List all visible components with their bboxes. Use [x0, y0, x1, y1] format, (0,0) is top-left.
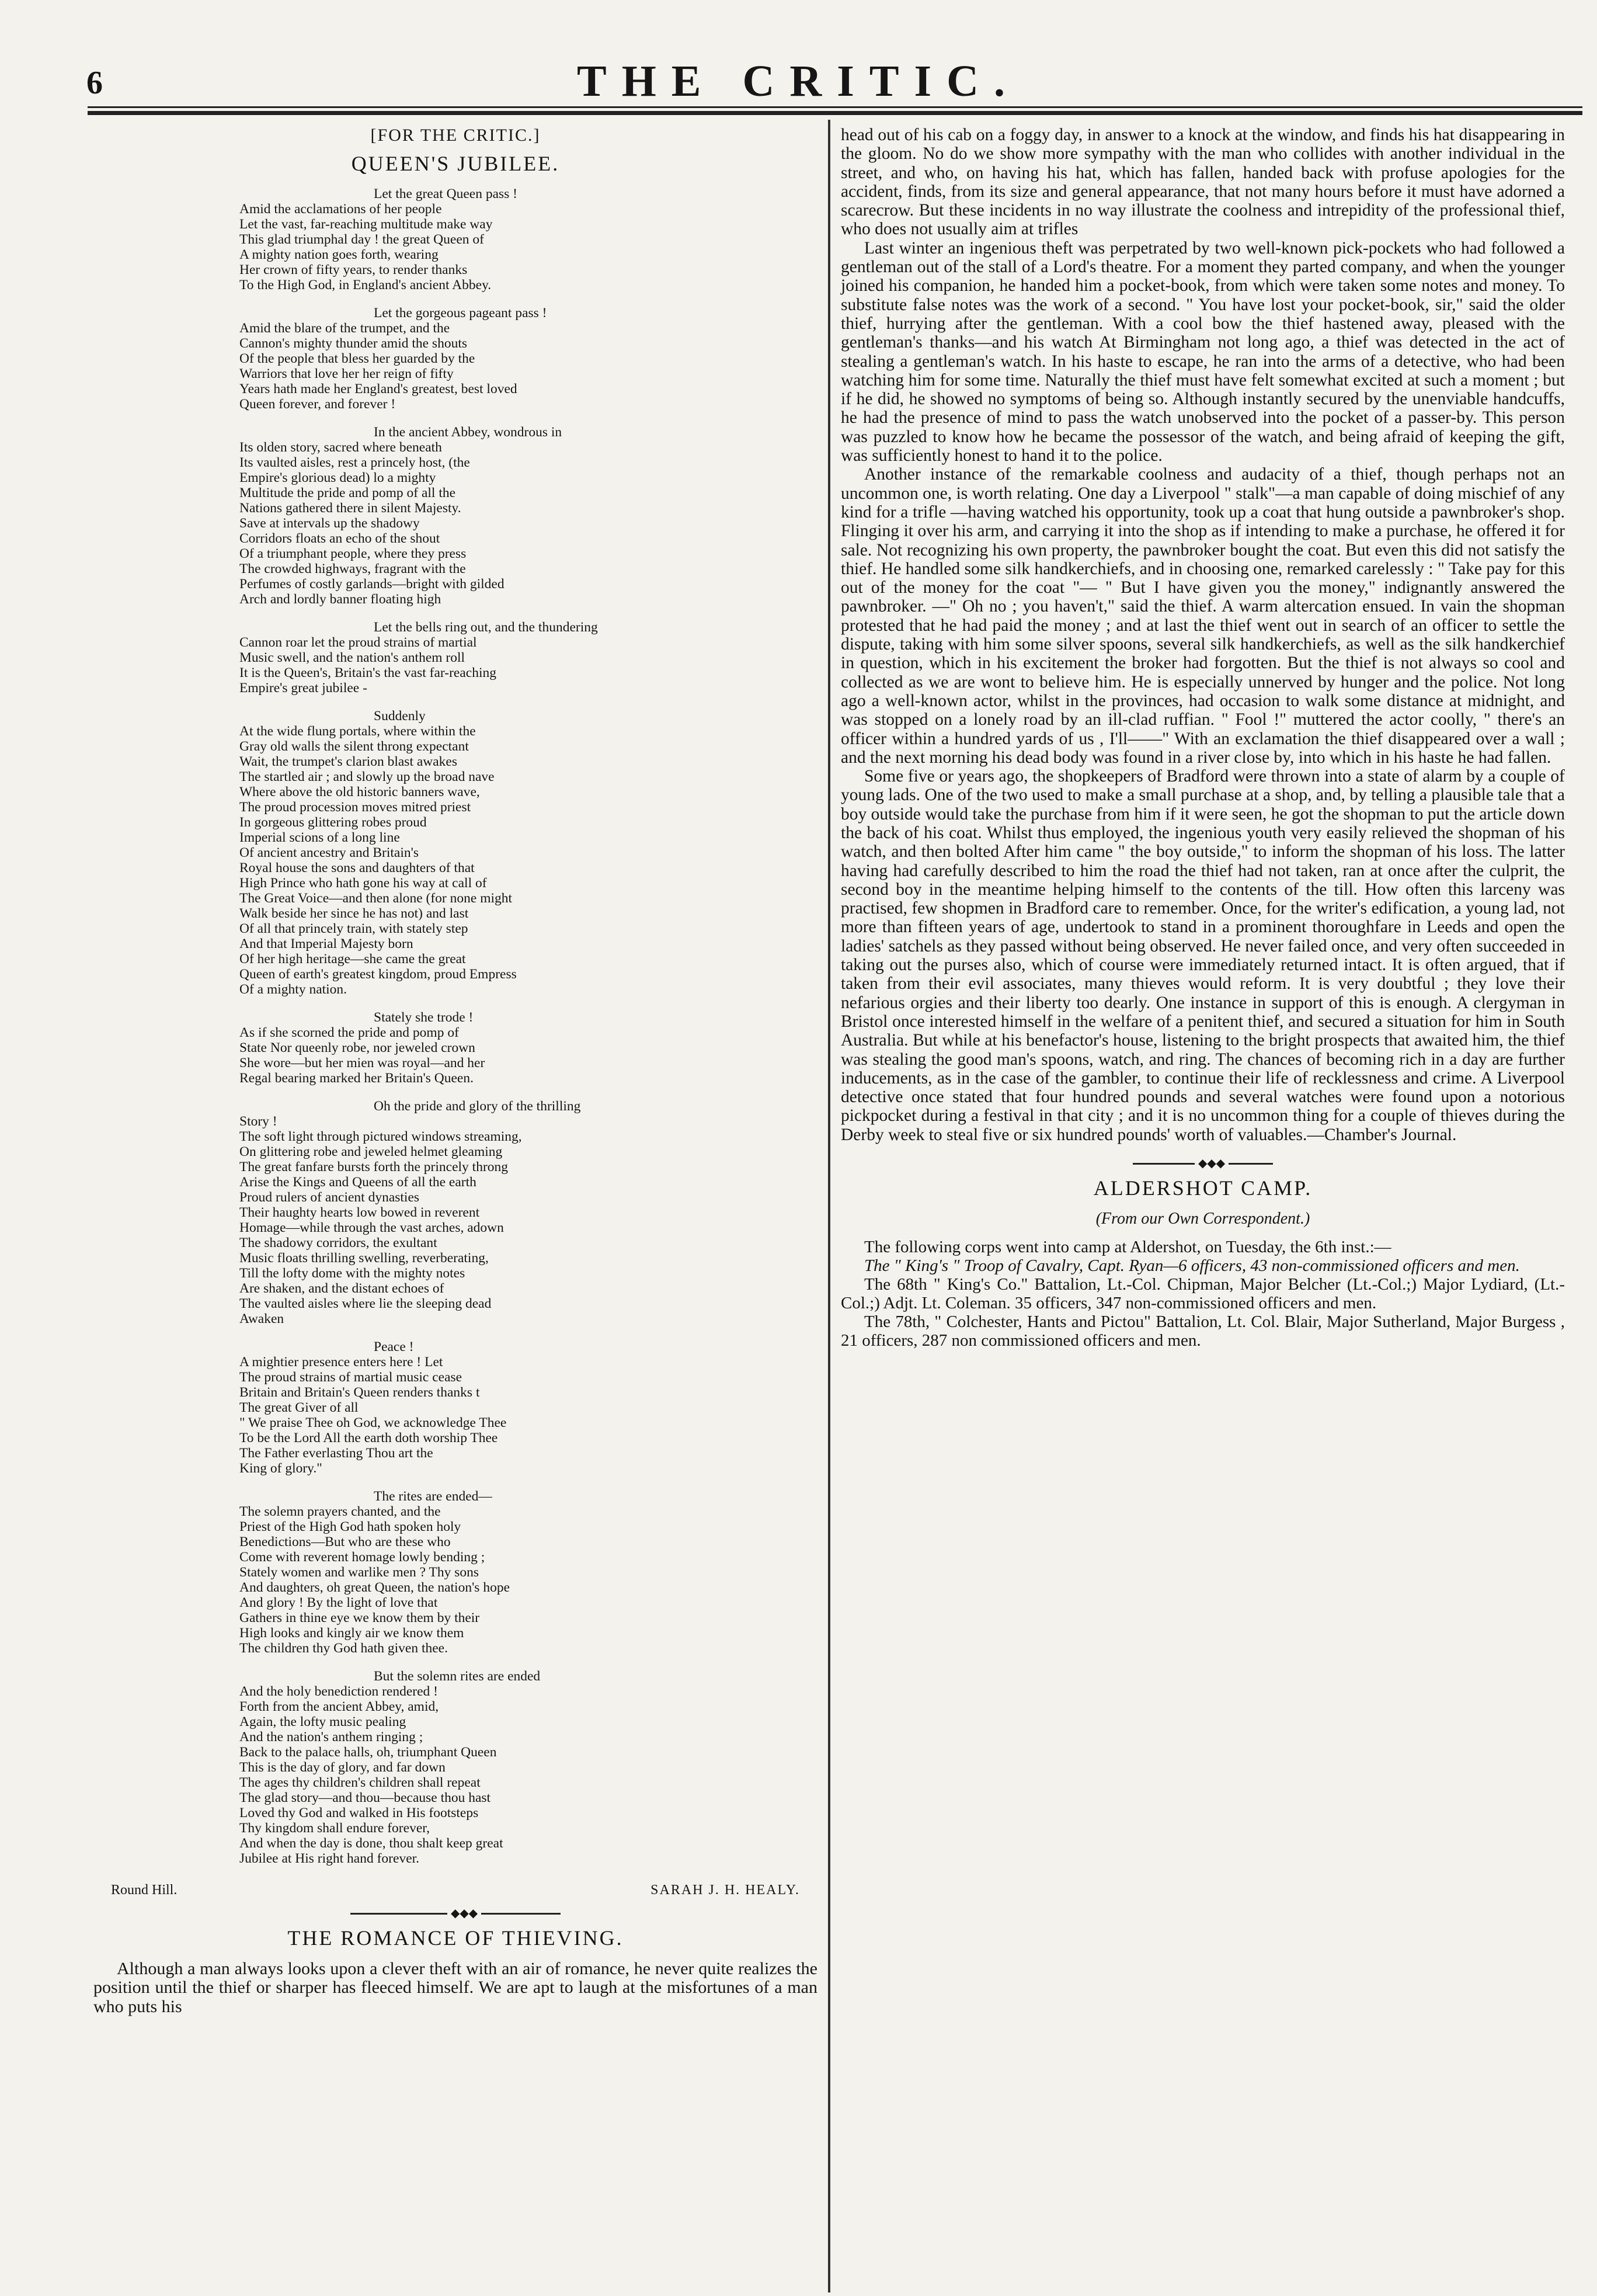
poem-line: And when the day is done, thou shalt keep great — [239, 1836, 503, 1851]
poem-line: The proud strains of martial music cease — [239, 1370, 462, 1385]
ornament-diamond-icon: ◆◆◆ — [1195, 1158, 1229, 1169]
poem-line: Proud rulers of ancient dynasties — [239, 1190, 420, 1205]
poem-stanza — [239, 1489, 765, 1656]
aldershot-corps-entry: The 78th, " Colchester, Hants and Pictou" Battalion, Lt. Col. Blair, Major Sutherland, Major Burgess , 21 officers, 287 non commissioned officers and men. — [841, 1312, 1565, 1350]
poem-stanza — [239, 1339, 765, 1476]
poem-line: Peace ! — [374, 1339, 414, 1354]
poem-stanza — [239, 620, 765, 696]
poem-line: Loved thy God and walked in His footsteps — [239, 1805, 479, 1821]
poem-line: Stately she trode ! — [374, 1010, 474, 1025]
aldershot-intro: The following corps went into camp at Aldershot, on Tuesday, the 6th inst.:— — [864, 1238, 1391, 1257]
poem-line: In gorgeous glittering robes proud — [239, 815, 427, 830]
poem-line: Of the people that bless her guarded by the — [239, 351, 475, 366]
poem-author: SARAH J. H. HEALY. — [650, 1882, 800, 1898]
poem-line: A mightier presence enters here ! Let — [239, 1354, 443, 1370]
poem-line: Warriors that love her her reign of fifty — [239, 366, 454, 381]
poem-line: Britain and Britain's Queen renders thanks t — [239, 1385, 480, 1400]
poem-line: Benedictions—But who are these who — [239, 1534, 451, 1550]
poem-stanza — [239, 186, 765, 293]
poem-line: Of a mighty nation. — [239, 982, 347, 997]
column-divider — [828, 120, 830, 2292]
poem-line: And glory ! By the light of love that — [239, 1595, 438, 1610]
poem-line: Its vaulted aisles, rest a princely host, (the — [239, 455, 470, 470]
poem-line: Let the gorgeous pageant pass ! — [374, 305, 547, 321]
poem-line: Royal house the sons and daughters of that — [239, 860, 475, 876]
poem-line: To be the Lord All the earth doth worship Thee — [239, 1430, 498, 1446]
poem-line: On glittering robe and jeweled helmet gleaming — [239, 1144, 503, 1159]
poem-line: The crowded highways, fragrant with the — [239, 561, 466, 576]
aldershot-corps-entry: The " King's " Troop of Cavalry, Capt. Ryan—6 officers, 43 non-commissioned officers and men. — [864, 1256, 1520, 1276]
poem-line: Gathers in thine eye we know them by their — [239, 1610, 480, 1625]
poem-line: Years hath made her England's greatest, best loved — [239, 381, 517, 397]
poem-line: Come with reverent homage lowly bending ; — [239, 1550, 485, 1565]
poem-line: Suddenly — [374, 708, 426, 724]
poem-line: Music swell, and the nation's anthem roll — [239, 650, 465, 665]
poem-line: Cannon roar let the proud strains of martial — [239, 635, 477, 650]
ornament-diamond-icon: ◆◆◆ — [447, 1908, 481, 1919]
poem-line: Music floats thrilling swelling, reverberating, — [239, 1251, 489, 1266]
poem-line: And daughters, oh great Queen, the nation's hope — [239, 1580, 510, 1595]
poem-line: Jubilee at His right hand forever. — [239, 1851, 420, 1866]
poem-line: Empire's great jubilee - — [239, 680, 367, 696]
aldershot-subtitle: (From our Own Correspondent.) — [1095, 1210, 1310, 1228]
poem-line: The startled air ; and slowly up the broad nave — [239, 769, 495, 784]
poem-line: High Prince who hath gone his way at call of — [239, 876, 487, 891]
thieving-title: THE ROMANCE OF THIEVING. — [287, 1926, 624, 1950]
poem-line: The ages thy children's children shall repeat — [239, 1775, 481, 1790]
poem-line: Wait, the trumpet's clarion blast awakes — [239, 754, 458, 769]
poem-line: A mighty nation goes forth, wearing — [239, 247, 439, 262]
thieving-paragraph: Another instance of the remarkable coolness and audacity of a thief, though perhaps not an uncommon one, is worth relating. One day a Liverpool " stalk"—a man capable of doing mischief of any kind for a trifle —having watched his opportunity, took up a coat that hung outside a pawnbroker's shop. Flinging it over his arm, and carrying it into the shop as if intending to make a purchase, he offered it for sale. Not recognizing his own property, the pawnbroker bought the coat. But even this did not satisfy the thief. He handled some silk handkerchiefs, and in choosing one, remarked carelessly : " Take pay for this out of the money for the coat "— " But I have given you the money," indignantly answered the pawnbroker. —" Oh no ; you haven't," said the thief. A warm altercation ensued. In vain the shopman protested that he had paid the money ; and at last the thief went out in search of an officer to settle the dispute, taking with him some silver spoons, several silk handkerchiefs, as well as the silk handkerchief in question, which in his excitement the broker had forgotten. But the thief is not always so cool and collected as we are wont to believe him. He is especially unnerved by hunger and the police. Not long ago a well-known actor, whilst in the provinces, had occasion to walk some distance at midnight, and was stopped on a lonely road by an ill-clad ruffian. " Fool !" muttered the actor coolly, " there's an officer within a hundred yards of us , I'll——" With an exclamation the thief disappeared over a wall ; and the next morning his dead body was found in a river close by, into which in his haste he had fallen. — [841, 465, 1565, 767]
poem-line: Multitude the pride and pomp of all the — [239, 485, 456, 501]
poem-line: " We praise Thee oh God, we acknowledge Thee — [239, 1415, 507, 1430]
poem-line: And the holy benediction rendered ! — [239, 1684, 438, 1699]
poem-place: Round Hill. — [111, 1882, 178, 1898]
poem-line: But the solemn rites are ended — [374, 1669, 541, 1684]
page-number: 6 — [86, 65, 103, 101]
poem-line: Homage—while through the vast arches, adown — [239, 1220, 504, 1235]
poem-line: Thy kingdom shall endure forever, — [239, 1821, 430, 1836]
poem-line: Of all that princely train, with stately step — [239, 921, 468, 936]
poem-stanza — [239, 708, 765, 997]
poem-line: Gray old walls the silent throng expectant — [239, 739, 469, 754]
left-column — [93, 126, 817, 2016]
poem-line: Of a triumphant people, where they press — [239, 546, 467, 561]
poem-stanza — [239, 305, 765, 412]
poem-line: Walk beside her since he has not) and last — [239, 906, 469, 921]
poem-line: Queen of earth's greatest kingdom, proud Empress — [239, 967, 517, 982]
poem-line: Let the vast, far-reaching multitude make way — [239, 217, 493, 232]
paper-title: THE CRITIC. — [577, 57, 1020, 106]
poem-line: Forth from the ancient Abbey, amid, — [239, 1699, 439, 1714]
section-ornament — [93, 1909, 817, 1918]
poem-line: Corridors floats an echo of the shout — [239, 531, 440, 546]
section-ornament — [841, 1159, 1565, 1168]
poem-line: This is the day of glory, and far down — [239, 1760, 446, 1775]
poem-line: As if she scorned the pride and pomp of — [239, 1025, 459, 1040]
poem-line: And the nation's anthem ringing ; — [239, 1729, 423, 1745]
poem-line: The glad story—and thou—because thou hast — [239, 1790, 491, 1805]
poem-stanza — [239, 1010, 765, 1086]
poem-line: She wore—but her mien was royal—and her — [239, 1055, 485, 1071]
poem-line: And that Imperial Majesty born — [239, 936, 413, 951]
poem-line: Let the bells ring out, and the thundering — [374, 620, 598, 635]
thieving-paragraph-left: Although a man always looks upon a clever theft with an air of romance, he never quite realizes the position until the thief or sharper has fleeced himself. We are apt to laugh at the misfortunes of a man who puts his — [93, 1959, 817, 2016]
poem-line: Again, the lofty music pealing — [239, 1714, 406, 1729]
poem-line: The proud procession moves mitred priest — [239, 800, 471, 815]
poem-line: The solemn prayers chanted, and the — [239, 1504, 441, 1519]
poem-title: QUEEN'S JUBILEE. — [351, 152, 560, 175]
poem-signoff — [93, 1879, 817, 1902]
poem-line: Where above the old historic banners wave, — [239, 784, 480, 800]
poem-line: The children thy God hath given thee. — [239, 1641, 448, 1656]
poem-line: Save at intervals up the shadowy — [239, 516, 420, 531]
poem-line: Amid the acclamations of her people — [239, 202, 442, 217]
poem-line: Her crown of fifty years, to render thanks — [239, 262, 468, 277]
thieving-paragraph: Last winter an ingenious theft was perpetrated by two well-known pick-pockets who had followed a gentleman out of the stall of a Lord's theatre. For a moment they parted company, and when the younger joined his companion, he handed him a pocket-book, from which were taken some notes and money. To substitute false notes was the work of a second. " You have lost your pocket-book, sir," said the older thief, hurrying after the gentleman. With a cool bow the thief hastened away, pleased with the gentleman's thanks—and his watch At Birmingham not long ago, a thief was detected in the act of stealing a gentleman's watch. In his haste to escape, he ran into the arms of a detective, who had been watching him for some time. Naturally the thief must have felt somewhat excited at such a moment ; but if he did, he showed no symptoms of being so. Although instantly secured by the unenviable handcuffs, he had the presence of mind to pass the watch unobserved into the pocket of a passer-by. This person was puzzled to know how he became the possessor of the watch, and being afraid of keeping the gift, was sufficiently honest to hand it to the police. — [841, 238, 1565, 466]
poem-stanza — [239, 1099, 765, 1326]
poem-line: At the wide flung portals, where within the — [239, 724, 476, 739]
masthead — [0, 0, 1597, 117]
poem-stanza — [239, 425, 765, 607]
poem-line: Cannon's mighty thunder amid the shouts — [239, 336, 467, 351]
poem-body — [93, 186, 765, 1866]
poem-line: Back to the palace halls, oh, triumphant Queen — [239, 1745, 497, 1760]
poem-line: The great fanfare bursts forth the princely throng — [239, 1159, 509, 1175]
poem-line: The rites are ended— — [374, 1489, 492, 1504]
poem-line: Story ! — [239, 1114, 277, 1129]
poem-line: To the High God, in England's ancient Abbey. — [239, 277, 492, 293]
poem-line: The vaulted aisles where lie the sleeping dead — [239, 1296, 492, 1311]
poem-line: Queen forever, and forever ! — [239, 397, 396, 412]
poem-line: Their haughty hearts low bowed in reverent — [239, 1205, 480, 1220]
poem-line: The great Giver of all — [239, 1400, 359, 1415]
masthead-rule-thin — [88, 106, 1582, 108]
poem-line: Regal bearing marked her Britain's Queen. — [239, 1071, 474, 1086]
poem-line: Of her high heritage—she came the great — [239, 951, 466, 967]
poem-line: High looks and kingly air we know them — [239, 1625, 464, 1641]
poem-line: King of glory." — [239, 1461, 322, 1476]
poem-line: Till the lofty dome with the mighty notes — [239, 1266, 465, 1281]
poem-line: The soft light through pictured windows streaming, — [239, 1129, 522, 1144]
poem-line: In the ancient Abbey, wondrous in — [374, 425, 562, 440]
thieving-paragraph: head out of his cab on a foggy day, in answer to a knock at the window, and finds his hat disappearing in the gloom. No do we show more sympathy with the man who collides with another individual in the street, and who, on having his hat, which has fallen, handed back with profuse apologies for the accident, finds, from its size and general appearance, that not many hours before it must have adorned a scarecrow. But these incidents in no way illustrate the coolness and intrepidity of the professional thief, who does not usually aim at trifles — [841, 126, 1565, 239]
poem-line: State Nor queenly robe, nor jeweled crown — [239, 1040, 475, 1055]
right-column — [841, 126, 1565, 1350]
poem-line: The Father everlasting Thou art the — [239, 1446, 433, 1461]
poem-credit: [FOR THE CRITIC.] — [370, 126, 541, 145]
poem-line: Imperial scions of a long line — [239, 830, 400, 845]
poem-line: Nations gathered there in silent Majesty. — [239, 501, 461, 516]
poem-line: Arch and lordly banner floating high — [239, 592, 441, 607]
poem-line: Arise the Kings and Queens of all the earth — [239, 1175, 476, 1190]
poem-line: Are shaken, and the distant echoes of — [239, 1281, 444, 1296]
poem-line: This glad triumphal day ! the great Queen of — [239, 232, 484, 247]
poem-line: The Great Voice—and then alone (for none might — [239, 891, 513, 906]
poem-line: It is the Queen's, Britain's the vast far-reaching — [239, 665, 496, 680]
poem-line: Awaken — [239, 1311, 284, 1326]
poem-line: Its olden story, sacred where beneath — [239, 440, 442, 455]
poem-line: Amid the blare of the trumpet, and the — [239, 321, 450, 336]
poem-line: Perfumes of costly garlands—bright with gilded — [239, 576, 505, 592]
poem-line: The shadowy corridors, the exultant — [239, 1235, 437, 1251]
aldershot-corps-entry: The 68th " King's Co." Battalion, Lt.-Col. Chipman, Major Belcher (Lt.-Col.;) Major Lydiard, (Lt.-Col.;) Adjt. Lt. Coleman. 35 officers, 347 non-commissioned officers and men. — [841, 1275, 1565, 1313]
masthead-rule-thick — [88, 111, 1582, 115]
aldershot-title: ALDERSHOT CAMP. — [1093, 1176, 1313, 1200]
poem-stanza — [239, 1669, 765, 1866]
poem-line: Oh the pride and glory of the thrilling — [374, 1099, 581, 1114]
poem-line: Priest of the High God hath spoken holy — [239, 1519, 461, 1534]
poem-line: Let the great Queen pass ! — [374, 186, 517, 202]
thieving-paragraph: Some five or years ago, the shopkeepers of Bradford were thrown into a state of alarm by a couple of young lads. One of the two used to make a small purchase at a shop, and, by telling a plausible tale that a boy outside would take the purchase from him if it were seen, he got the shopman to put the article down the back of his coat. Whilst thus employed, the ingenious youth very easily relieved the shopman of his watch, and then bolted After him came " the boy outside," to inform the shopman of his loss. The latter having had carefully described to him the road the thief had not taken, ran at once after the culprit, the second boy in the meantime helping himself to the contents of the till. How often this larceny was practised, few shopmen in Bradford care to remember. Once, for the writer's edification, a young lad, not more than fifteen years of age, undertook to stand in a prominent thoroughfare in Leeds and open the ladies' satchels as they passed without being observed. He never failed once, and very often succeeded in taking out the purses also, which of course were immediately returned intact. It is often argued, that if taken from their evil associates, many thieves would reform. It is very doubtful ; they love their nefarious orgies and their liberty too dearly. One instance in support of this is enough. A clergyman in Bristol once interested himself in the welfare of a penitent thief, and secured a situation for him in South Australia. But while at his benefactor's house, listening to the bright prospects that awaited him, the thief was stealing the good man's spoons, watch, and ring. The chances of becoming rich in a day are further inducements, as in the case of the gambler, to continue their life of recklessness and crime. A Liverpool detective once stated that four hundred pounds and several watches were found upon a notorious pickpocket during a festival in that city ; and it is no uncommon thing for a couple of thieves during the Derby week to steal five or six hundred pounds' worth of valuables.—Chamber's Journal. — [841, 767, 1565, 1144]
poem-line: Empire's glorious dead) lo a mighty — [239, 470, 436, 485]
poem-line: Stately women and warlike men ? Thy sons — [239, 1565, 479, 1580]
poem-line: Of ancient ancestry and Britain's — [239, 845, 419, 860]
